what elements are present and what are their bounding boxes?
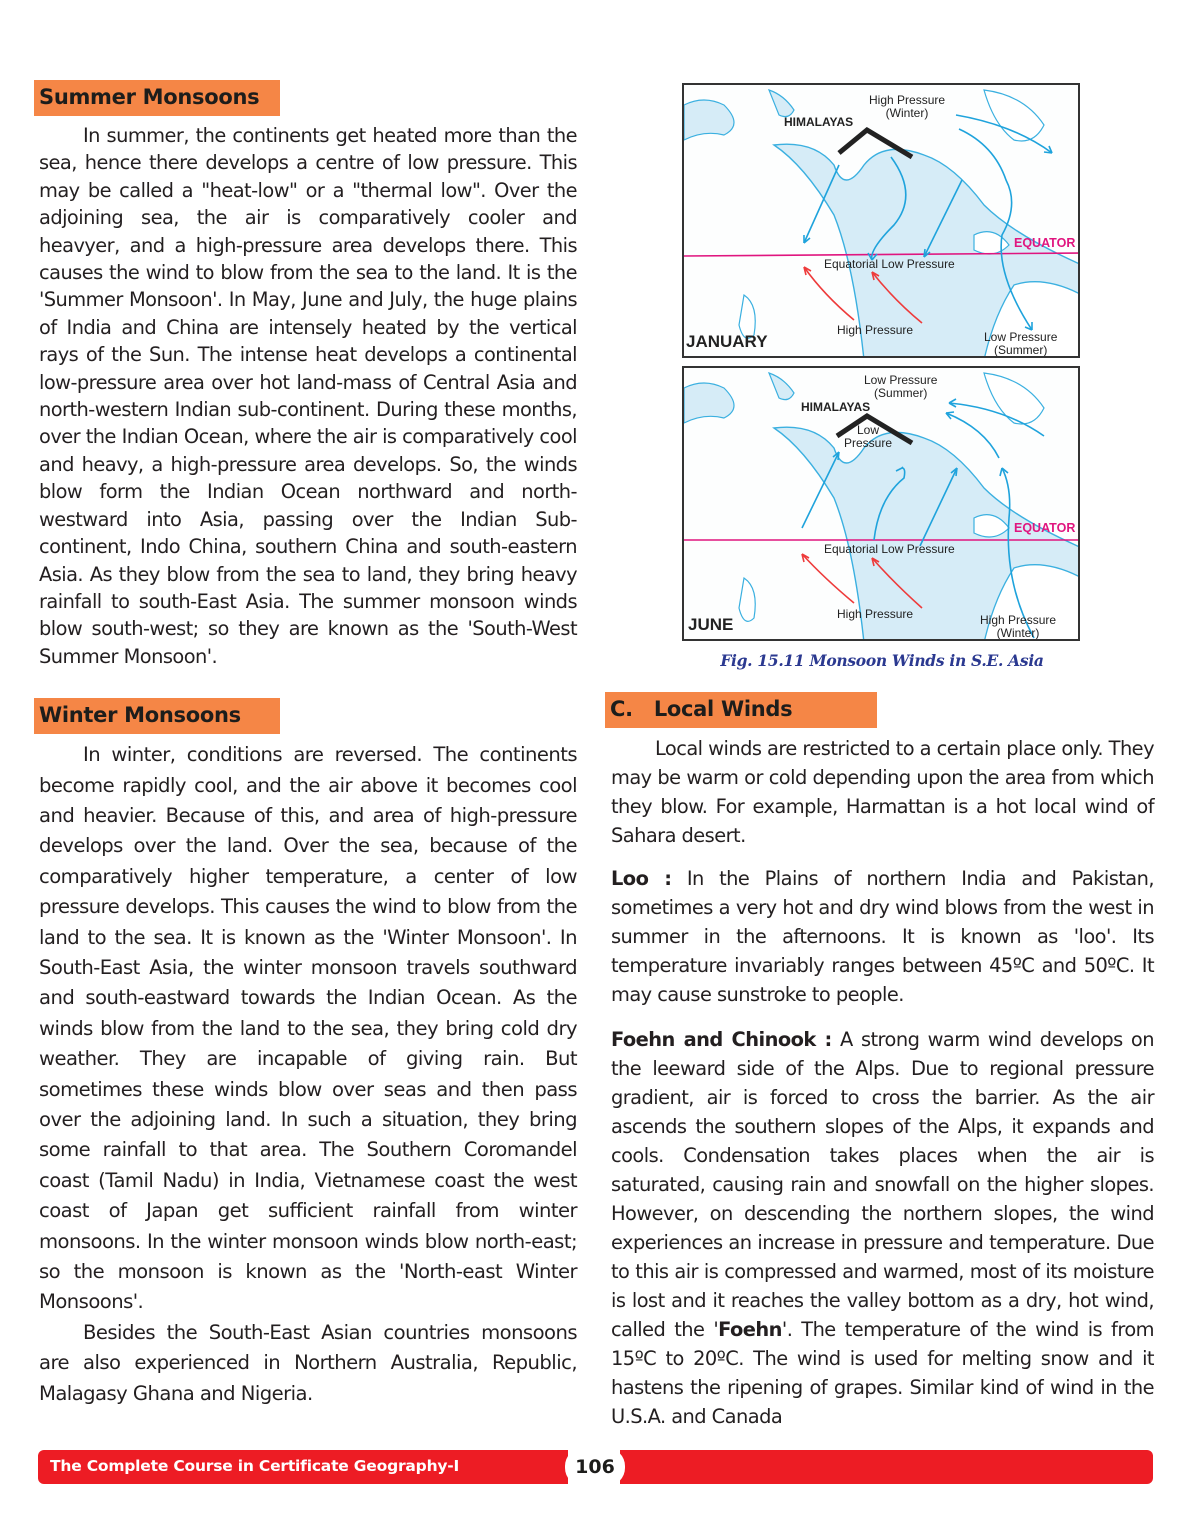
- winter-monsoons-paragraph-2: Besides the South-East Asian countries monsoons are also experienced in Northern Australia, Republic, Malagasy Ghana and Nigeria.: [39, 1320, 577, 1405]
- loo-term: Loo :: [611, 867, 672, 890]
- monsoon-winds-figure: [682, 83, 1082, 670]
- label-equatorial-low-pressure: Equatorial Low Pressure: [824, 257, 955, 271]
- label-high-pressure: High Pressure: [980, 613, 1057, 627]
- label-himalayas: HIMALAYAS: [801, 400, 871, 414]
- label-month-january: JANUARY: [686, 332, 768, 351]
- label-low-pressure: Low Pressure: [984, 330, 1058, 344]
- foehn-paragraph: [611, 1025, 1154, 1431]
- label-low-pressure-summer: [984, 331, 1057, 357]
- foehn-term: Foehn and Chinook :: [611, 1028, 832, 1051]
- label-summer: (Summer): [994, 343, 1048, 357]
- loo-text: In the Plains of northern India and Pakistan, sometimes a very hot and dry wind blows from the west in summer in the afternoons. It is known as 'loo'. Its temperature invariably ranges between 45ºC and 50ºC. It may cause sunstroke to people.: [611, 867, 1154, 1006]
- footer-book-title: The Complete Course in Certificate Geography-I: [50, 1457, 460, 1475]
- january-map-graphic: [684, 85, 1080, 358]
- label-himalayas: HIMALAYAS: [784, 115, 854, 129]
- page-footer: [38, 1450, 1153, 1484]
- label-winter: (Winter): [996, 626, 1040, 640]
- label-high-pressure-winter: [980, 614, 1056, 640]
- label-winter: (Winter): [885, 106, 929, 120]
- label-equatorial-low-pressure: Equatorial Low Pressure: [824, 542, 955, 556]
- section-heading-local-winds: C. Local Winds: [605, 692, 877, 728]
- label-month-june: JUNE: [688, 615, 734, 634]
- local-winds-paragraph: Local winds are restricted to a certain place only. They may be warm or cold depending upon the area from which they blow. For example, Harmattan is a hot local wind of Sahara desert.: [611, 737, 1154, 847]
- label-low-pressure-himalaya: [844, 424, 892, 450]
- foehn-text-2: '. The temperature of the wind is from 15ºC to 20ºC. The wind is used for melting snow and it hastens the ripening of grapes. Similar kind of wind in the U.S.A. and Canada: [611, 1318, 1154, 1428]
- label-pressure: Pressure: [844, 436, 893, 450]
- foehn-bold-word: Foehn: [718, 1318, 782, 1341]
- section-heading-summer-monsoons: Summer Monsoons: [34, 80, 280, 116]
- summer-monsoons-paragraph: In summer, the continents get heated more than the sea, hence there develops a centre of low pressure. This may be called a "heat-low" or a "thermal low". Over the adjoining sea, the air is comparatively cooler and heavyer, and a high-pressure area develops there. This causes the wind to blow from the sea to the land. It is the 'Summer Monsoon'. In May, June and July, the huge plains of India and China are intensely heated by the vertical rays of the Sun. The intense heat develops a continental low-pressure area over hot land-mass of Central Asia and north-western Indian sub-continent. During these months, over the Indian Ocean, where the air is comparatively cool and heavy, a high-pressure area develops. So, the winds blow form the Indian Ocean northward and north-westward into Asia, passing over the Indian Sub-continent, Indo China, southern China and south-eastern Asia. As they blow from the sea to land, they bring heavy rainfall to south-East Asia. The summer monsoon winds blow south-west; so they are known as the 'South-West Summer Monsoon'.: [39, 124, 577, 668]
- section-gap: [39, 670, 577, 698]
- label-high-pressure-south: High Pressure: [837, 607, 914, 621]
- section-heading-winter-monsoons: Winter Monsoons: [34, 698, 280, 734]
- page-number: 106: [565, 1448, 625, 1486]
- foehn-text-1: A strong warm wind develops on the leeward side of the Alps. Due to regional pressure gradient, air is forced to cross the barrier. As the air ascends the southern slopes of the Alps, it expands and cools. Condensation takes places when the air is saturated, causing rain and snowfall on the higher slopes. However, on descending the northern slopes, the wind experiences an increase in pressure and temperature. Due to this air is compressed and warmed, most of its moisture is lost and it reaches the valley bottom as a dry, hot wind, called the ': [611, 1028, 1154, 1341]
- right-column: [611, 692, 1154, 1431]
- footer-bar-right: [620, 1450, 1153, 1484]
- label-summer: (Summer): [874, 386, 928, 400]
- label-high-pressure: High Pressure: [869, 93, 946, 107]
- label-high-pressure-winter: [869, 94, 945, 120]
- label-low: Low: [857, 423, 880, 437]
- loo-paragraph: [611, 864, 1154, 1009]
- label-low-pressure: Low Pressure: [864, 373, 938, 387]
- label-high-pressure-south: High Pressure: [837, 323, 914, 337]
- winter-monsoons-paragraph-1: In winter, conditions are reversed. The continents become rapidly cool, and the air above it becomes cool and heavier. Because of this, and area of high-pressure develops over the land. Over the sea, because of the comparatively higher temperature, a center of low pressure develops. This causes the wind to blow from the land to the sea. It is known as the 'Winter Monsoon'. In South-East Asia, the winter monsoon travels southward and south-eastward towards the Indian Ocean. As the winds blow from the land to the sea, they bring cold dry weather. They are incapable of giving rain. But sometimes these winds blow over seas and then pass over the adjoining land. In such a situation, they bring some rainfall to that area. The Southern Coromandel coast (Tamil Nadu) in India, Vietnamese coast the west coast of Japan get sufficient rainfall from winter monsoons. In the winter monsoon winds blow north-east; so the monsoon is known as the 'North-east Winter Monsoons'.: [39, 743, 577, 1314]
- left-column: [39, 80, 577, 1409]
- label-low-pressure-summer: [864, 374, 937, 400]
- june-map-graphic: [684, 368, 1080, 641]
- label-equator: EQUATOR: [1014, 521, 1076, 535]
- june-map: [682, 366, 1080, 641]
- label-equator: EQUATOR: [1014, 236, 1076, 250]
- january-map: [682, 83, 1080, 358]
- figure-caption: Fig. 15.11 Monsoon Winds in S.E. Asia: [720, 651, 1044, 670]
